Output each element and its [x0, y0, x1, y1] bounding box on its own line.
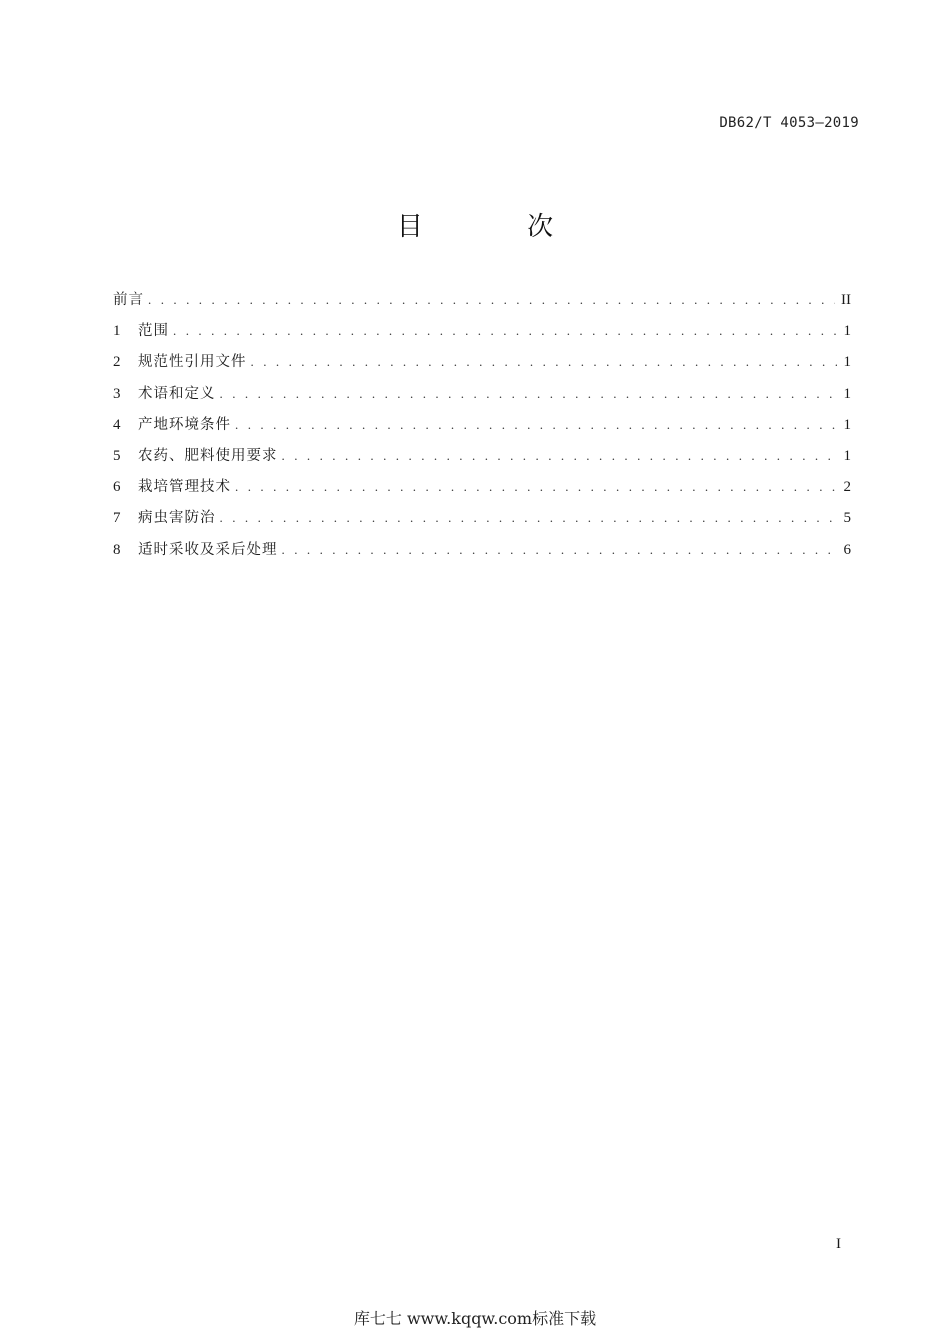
page-title: 目 次 [396, 212, 602, 242]
toc-entry-terms-definitions[interactable] [113, 382, 851, 413]
toc-entry-title[interactable]: 栽培管理技术 [138, 479, 231, 496]
dot-leader [282, 542, 838, 558]
dot-leader [220, 386, 838, 402]
toc-entry-page: 1 [843, 354, 851, 371]
dot-leader [148, 292, 835, 308]
toc-entry-page: 1 [843, 385, 851, 402]
toc-entry-title[interactable]: 农药、肥料使用要求 [138, 447, 278, 464]
toc-entry-page: 2 [843, 479, 851, 496]
toc-entry-page: 6 [843, 541, 851, 558]
toc-entry-pesticide-fertilizer[interactable] [113, 444, 851, 475]
toc-entry-pest-control[interactable] [113, 506, 851, 537]
dot-leader [235, 479, 837, 495]
dot-leader [282, 448, 838, 464]
toc-entry-number: 8 [113, 541, 121, 558]
toc-entry-number: 7 [113, 510, 121, 527]
page-number: I [836, 1236, 841, 1252]
toc-entry-page: 5 [843, 510, 851, 527]
dot-leader [220, 510, 838, 526]
toc-entry-number: 6 [113, 479, 121, 496]
toc-entry-number: 5 [113, 447, 121, 464]
toc-entry-title[interactable]: 规范性引用文件 [138, 354, 247, 371]
toc-entry-number: 1 [113, 323, 121, 340]
watermark-text: 库七七 www.kqqw.com标准下载 [353, 1309, 597, 1328]
toc-entry-environment[interactable] [113, 413, 851, 444]
toc-entry-title[interactable]: 范围 [138, 323, 169, 340]
toc-entry-title[interactable]: 术语和定义 [138, 385, 216, 402]
toc-entry-title[interactable]: 适时采收及采后处理 [138, 541, 278, 558]
toc-entry-scope[interactable] [113, 319, 851, 350]
toc-entry-page: 1 [843, 416, 851, 433]
toc-entry-title[interactable]: 产地环境条件 [138, 416, 231, 433]
toc-entry-title[interactable]: 前言 [113, 292, 144, 308]
toc-entry-page: II [841, 292, 851, 308]
dot-leader [173, 323, 837, 339]
dot-leader [251, 354, 838, 370]
toc-entry-cultivation[interactable] [113, 475, 851, 506]
toc-entry-harvest[interactable] [113, 538, 851, 569]
toc-entry-normative-references[interactable] [113, 350, 851, 381]
document-code: DB62/T 4053—2019 [719, 115, 859, 131]
dot-leader [235, 417, 837, 433]
toc-entry-number: 3 [113, 385, 121, 402]
toc-entry-title[interactable]: 病虫害防治 [138, 510, 216, 527]
table-of-contents [113, 288, 851, 569]
toc-entry-number: 2 [113, 354, 121, 371]
toc-entry-number: 4 [113, 416, 121, 433]
toc-entry-page: 1 [843, 447, 851, 464]
toc-entry-page: 1 [843, 323, 851, 340]
toc-entry-foreword[interactable] [113, 288, 851, 319]
